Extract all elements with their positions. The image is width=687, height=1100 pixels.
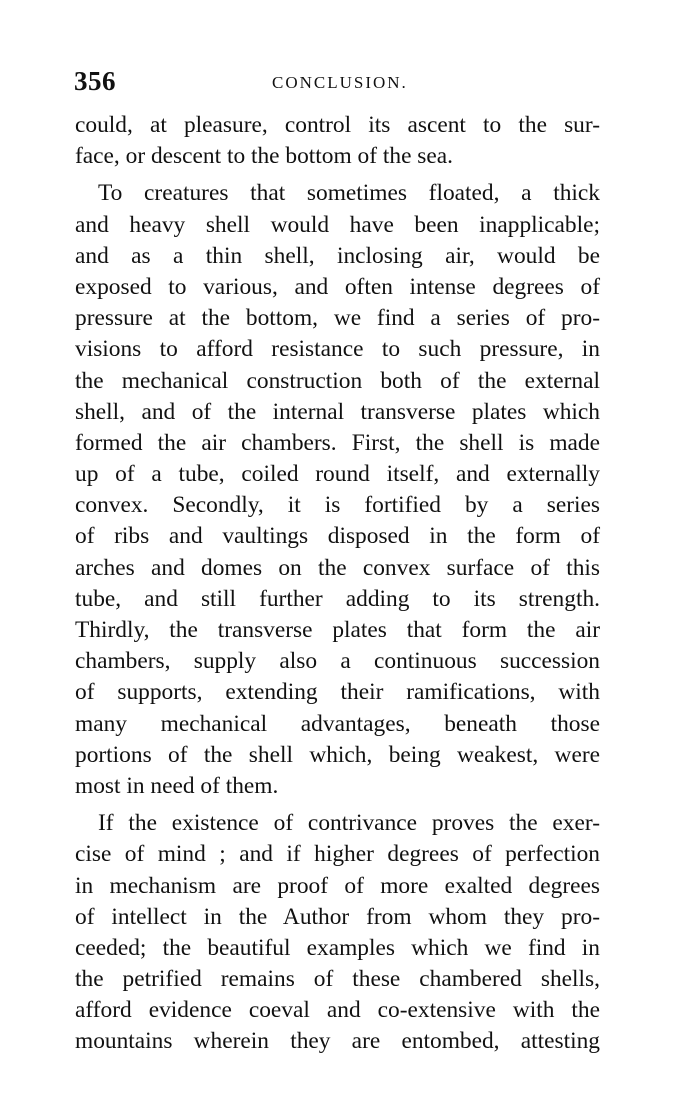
text-line: and as a thin shell, inclosing air, would be bbox=[75, 242, 600, 269]
text-line: cise of mind ; and if higher degrees of perfection bbox=[75, 841, 600, 868]
text-line: of ribs and vaultings disposed in the form of bbox=[75, 523, 600, 550]
body-text bbox=[75, 110, 600, 1058]
text-line: most in need of them. bbox=[75, 772, 279, 799]
text-line: and heavy shell would have been inapplicable; bbox=[75, 211, 600, 238]
text-line: afford evidence coeval and co-extensive with the bbox=[75, 997, 600, 1024]
paragraph-3 bbox=[75, 808, 600, 1058]
text-line: pressure at the bottom, we find a series of pro- bbox=[75, 305, 600, 332]
running-head: CONCLUSION. bbox=[272, 73, 408, 92]
page-header bbox=[74, 66, 604, 98]
text-line: portions of the shell which, being weakest, were bbox=[75, 741, 600, 768]
text-line: Thirdly, the transverse plates that form the air bbox=[75, 617, 600, 643]
text-line: convex. Secondly, it is fortified by a series bbox=[75, 492, 600, 519]
text-line: shell, and of the internal transverse plates which bbox=[75, 398, 600, 425]
text-line: formed the air chambers. First, the shell is made bbox=[75, 429, 600, 456]
text-line: in mechanism are proof of more exalted degrees bbox=[75, 872, 600, 899]
page-number: 356 bbox=[74, 66, 116, 96]
text-line: the mechanical construction both of the external bbox=[75, 367, 600, 394]
text-line: exposed to various, and often intense degrees of bbox=[75, 273, 600, 300]
text-line: arches and domes on the convex surface of this bbox=[75, 554, 600, 581]
text-line: If the existence of contrivance proves the exer- bbox=[98, 810, 600, 837]
text-line: To creatures that sometimes floated, a thick bbox=[98, 180, 600, 207]
text-line: could, at pleasure, control its ascent to the sur- bbox=[75, 112, 600, 138]
text-line: many mechanical advantages, beneath those bbox=[75, 710, 600, 737]
paragraph-2 bbox=[75, 178, 600, 802]
text-line: ceeded; the beautiful examples which we find in bbox=[75, 934, 600, 961]
text-line: of intellect in the Author from whom they pro- bbox=[75, 903, 600, 930]
text-line: up of a tube, coiled round itself, and externally bbox=[75, 461, 600, 488]
text-line: face, or descent to the bottom of the sea. bbox=[75, 143, 454, 170]
paragraph-1 bbox=[75, 110, 600, 172]
text-line: mountains wherein they are entombed, attesting bbox=[75, 1028, 600, 1055]
text-line: chambers, supply also a continuous succession bbox=[75, 648, 600, 675]
text-line: tube, and still further adding to its strength. bbox=[75, 585, 600, 612]
text-line: the petrified remains of these chambered shells, bbox=[75, 966, 600, 993]
text-line: visions to afford resistance to such pressure, in bbox=[75, 336, 600, 363]
text-line: of supports, extending their ramifications, with bbox=[75, 679, 600, 706]
